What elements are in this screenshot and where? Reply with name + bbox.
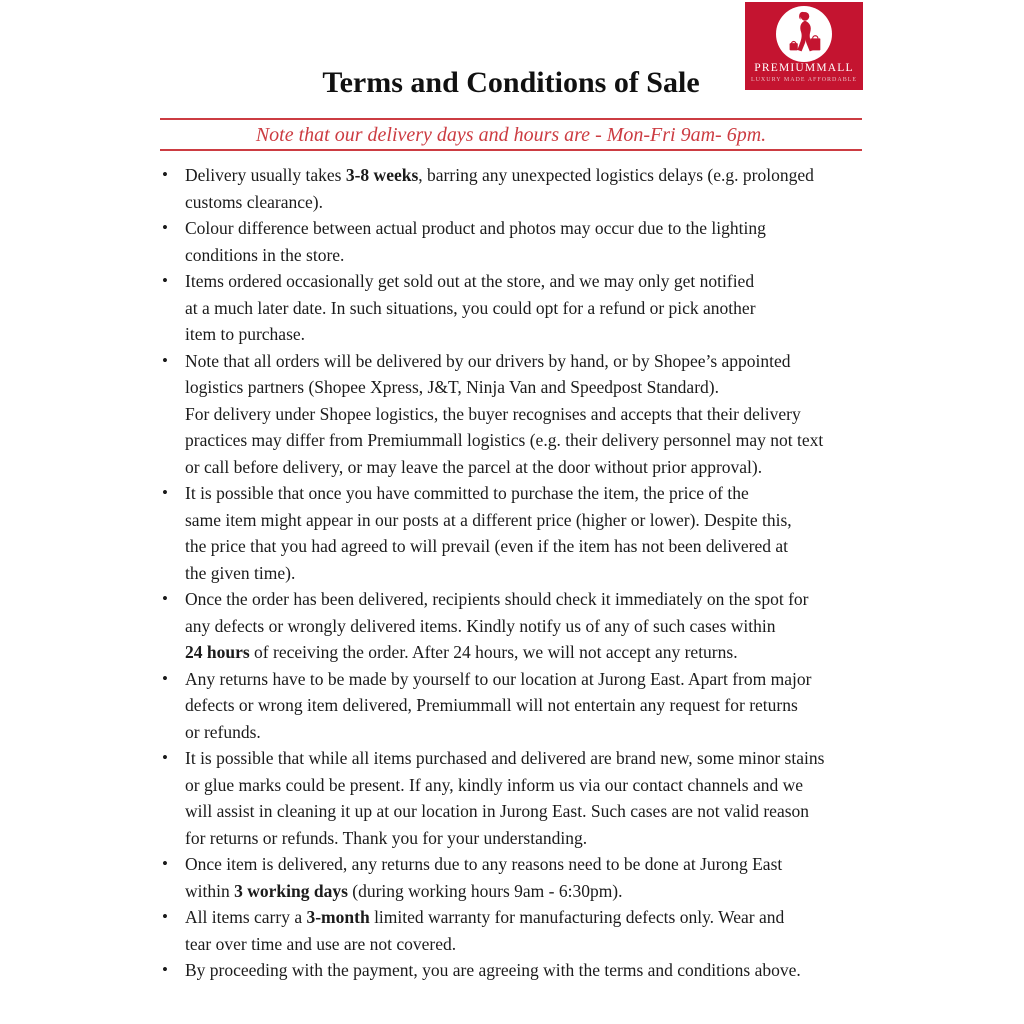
term-item bbox=[185, 745, 895, 851]
term-text: practices may differ from Premiummall logistics (e.g. their delivery personnel may not text bbox=[185, 430, 824, 450]
term-item bbox=[185, 215, 895, 268]
term-text: of receiving the order. After 24 hours, we will not accept any returns. bbox=[249, 642, 738, 662]
term-text: Colour difference between actual product and photos may occur due to the lighting bbox=[185, 218, 766, 238]
logo-circle bbox=[776, 6, 832, 62]
term-text: same item might appear in our posts at a different price (higher or lower). Despite this, bbox=[185, 509, 792, 530]
page-title: Terms and Conditions of Sale bbox=[322, 66, 700, 99]
term-text: defects or wrong item delivered, Premiummall will not entertain any request for returns bbox=[185, 695, 798, 715]
term-text-bold: 3-8 weeks bbox=[345, 165, 419, 185]
term-text: tear over time and use are not covered. bbox=[185, 933, 457, 954]
term-text: logistics partners (Shopee Xpress, J&T, Ninja Van and Speedpost Standard). bbox=[185, 377, 719, 397]
term-text-bold: 3-month bbox=[306, 907, 370, 927]
term-text-bold: 24 hours bbox=[185, 642, 250, 662]
term-text: or call before delivery, or may leave the parcel at the door without prior approval). bbox=[185, 456, 763, 477]
term-text: By proceeding with the payment, you are agreeing with the terms and conditions above. bbox=[185, 960, 801, 980]
term-item bbox=[185, 162, 895, 215]
term-text-bold: 3 working days bbox=[234, 880, 348, 901]
term-text: (during working hours 9am - 6:30pm). bbox=[347, 880, 623, 901]
term-text: at a much later date. In such situations, you could opt for a refund or pick another bbox=[185, 297, 756, 318]
term-text: or refunds. bbox=[185, 721, 261, 742]
term-text: limited warranty for manufacturing defects only. Wear and bbox=[369, 907, 785, 927]
term-item bbox=[185, 586, 895, 666]
term-text: the price that you had agreed to will prevail (even if the item has not been delivered at bbox=[185, 536, 789, 556]
term-text: Once the order has been delivered, recipients should check it immediately on the spot for bbox=[185, 589, 809, 609]
term-text: will assist in cleaning it up at our location in Jurong East. Such cases are not valid reason bbox=[185, 801, 810, 821]
terms-list bbox=[185, 162, 895, 984]
term-text: It is possible that while all items purchased and delivered are brand new, some minor stains bbox=[185, 748, 825, 768]
term-text: any defects or wrongly delivered items. Kindly notify us of any of such cases within bbox=[185, 615, 776, 636]
term-item bbox=[185, 957, 895, 984]
woman-shopper-icon bbox=[780, 8, 828, 62]
term-text: or glue marks could be present. If any, kindly inform us via our contact channels and we bbox=[185, 774, 803, 795]
bottom-divider bbox=[160, 149, 862, 151]
term-text: the given time). bbox=[185, 562, 296, 583]
logo-tagline: LUXURY MADE AFFORDABLE bbox=[750, 77, 858, 83]
term-item bbox=[185, 348, 895, 481]
logo-name: PREMIUMMALL bbox=[754, 62, 854, 74]
term-text: item to purchase. bbox=[185, 324, 306, 344]
term-text: Any returns have to be made by yourself to our location at Jurong East. Apart from major bbox=[185, 668, 812, 689]
term-text: customs clearance). bbox=[185, 191, 323, 212]
term-text: For delivery under Shopee logistics, the buyer recognises and accepts that their delivery bbox=[185, 403, 801, 424]
term-item bbox=[185, 851, 895, 904]
term-text: All items carry a bbox=[185, 907, 307, 927]
term-text: conditions in the store. bbox=[185, 244, 345, 265]
term-text: within bbox=[185, 880, 235, 901]
term-item bbox=[185, 480, 895, 586]
term-text: for returns or refunds. Thank you for your understanding. bbox=[185, 827, 588, 848]
term-text: Items ordered occasionally get sold out at the store, and we may only get notified bbox=[185, 271, 755, 291]
term-item bbox=[185, 904, 895, 957]
term-item bbox=[185, 268, 895, 348]
term-item bbox=[185, 666, 895, 746]
term-text: Note that all orders will be delivered by our drivers by hand, or by Shopee’s appointed bbox=[185, 350, 791, 371]
term-text: It is possible that once you have committed to purchase the item, the price of the bbox=[185, 483, 749, 503]
top-divider bbox=[160, 118, 862, 120]
term-text: , barring any unexpected logistics delays (e.g. prolonged bbox=[418, 165, 814, 185]
term-text: Delivery usually takes bbox=[185, 165, 346, 185]
delivery-note: Note that our delivery days and hours are - Mon-Fri 9am- 6pm. bbox=[255, 124, 767, 146]
term-text: Once item is delivered, any returns due to any reasons need to be done at Jurong East bbox=[185, 854, 783, 874]
